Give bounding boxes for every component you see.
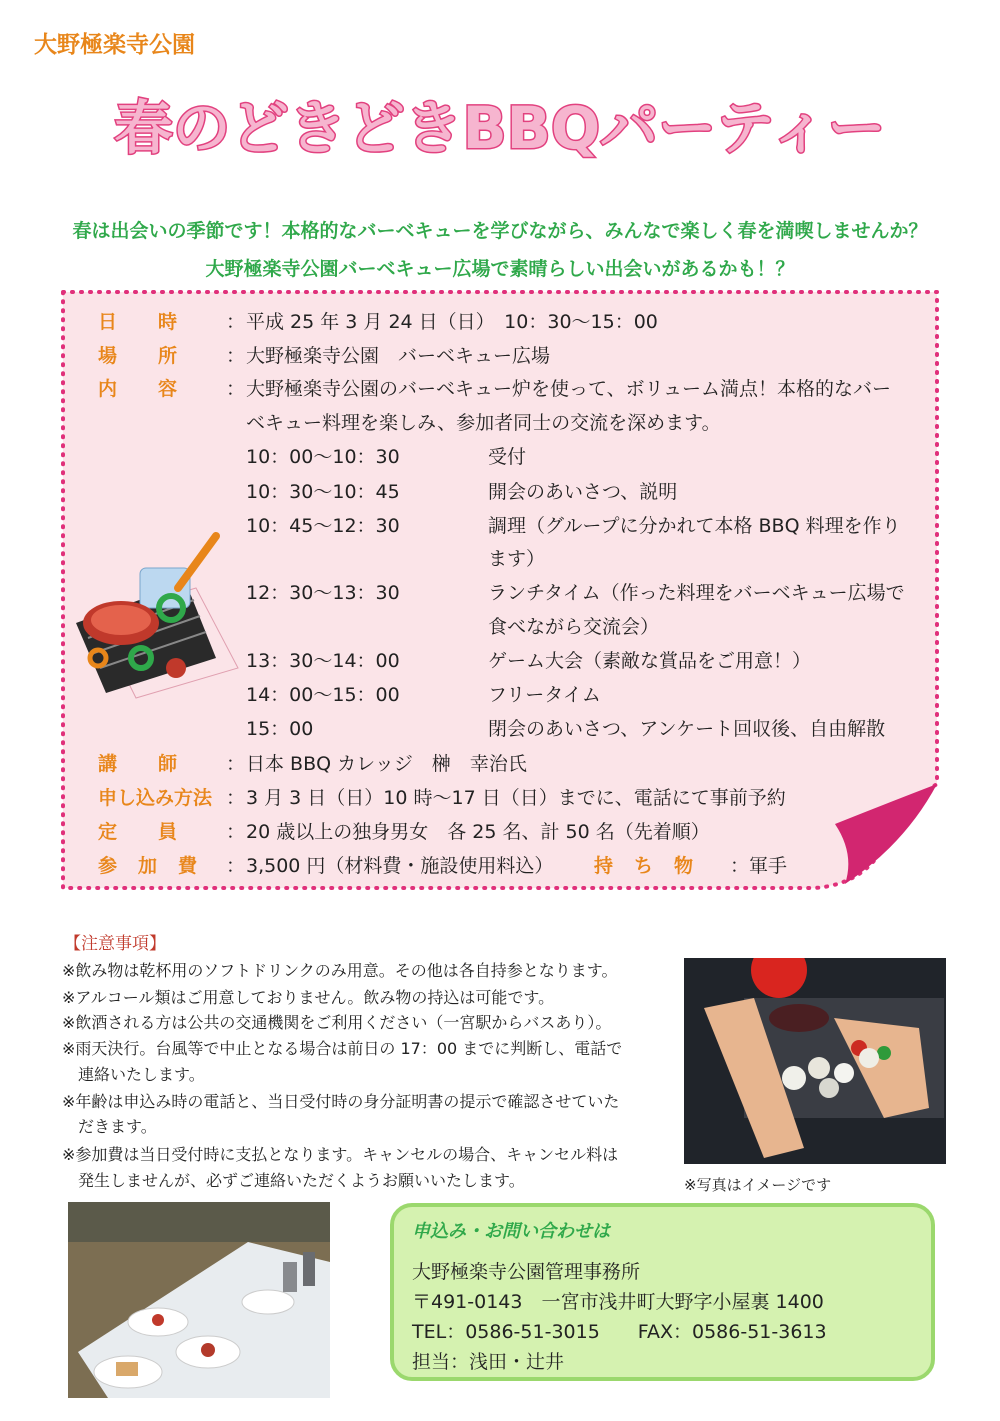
- capacity-label: 定 員: [98, 821, 179, 843]
- party-table-photo: [68, 1202, 330, 1398]
- note-line: だきます。: [62, 1117, 157, 1136]
- schedule-time: 15：00: [246, 718, 314, 740]
- schedule-desc: フリータイム: [488, 684, 601, 706]
- colon: ：: [226, 345, 246, 367]
- note-line: ※飲み物は乾杯用のソフトドリンクのみ用意。その他は各自持参となります。: [62, 961, 618, 980]
- intro-line-1: 春は出会いの季節です！本格的なバーベキューを学びながら、みんなで楽しく春を満喫しませんか？: [72, 220, 928, 242]
- office-address: 〒491-0143 一宮市浅井町大野字小屋裏 1400: [412, 1291, 824, 1313]
- intro-line-2: 大野極楽寺公園バーベキュー広場で素晴らしい出会いがあるかも！？: [205, 258, 795, 280]
- instructor-label: 講 師: [98, 753, 179, 775]
- colon: ：: [226, 787, 246, 809]
- colon: ：: [226, 378, 246, 400]
- fee-value: 3,500 円（材料費・施設使用料込）: [246, 855, 554, 877]
- bring-label: 持 ち 物: [594, 855, 695, 877]
- instructor-value: 日本 BBQ カレッジ 榊 幸治氏: [246, 753, 527, 775]
- schedule-desc: 閉会のあいさつ、アンケート回収後、自由解散: [488, 718, 886, 740]
- content-line-2: ベキュー料理を楽しみ、参加者同士の交流を深めます。: [246, 412, 721, 434]
- office-phone-fax: TEL：0586-51-3015 FAX：0586-51-3613: [412, 1321, 827, 1343]
- datetime-label: 日 時: [98, 311, 179, 333]
- park-name: 大野極楽寺公園: [34, 32, 195, 58]
- note-line: 連絡いたします。: [62, 1065, 205, 1084]
- content-line-1: 大野極楽寺公園のバーベキュー炉を使って、ボリューム満点！本格的なバー: [246, 378, 892, 400]
- colon: ：: [226, 855, 246, 877]
- note-line: ※参加費は当日受付時に支払となります。キャンセルの場合、キャンセル料は: [62, 1145, 619, 1164]
- note-line: ※雨天決行。台風等で中止となる場合は前日の 17：00 までに判断し、電話で: [62, 1039, 623, 1058]
- schedule-desc-cont: ます）: [488, 548, 546, 570]
- schedule-time: 10：30～10：45: [246, 481, 400, 503]
- event-title-text: 春のどきどきBBQパーティー: [114, 94, 886, 162]
- bring-value: ：軍手: [730, 855, 788, 877]
- schedule-desc-cont: 食べながら交流会）: [488, 616, 660, 638]
- schedule-time: 12：30～13：30: [246, 582, 400, 604]
- bbq-grill-photo: [684, 958, 946, 1164]
- colon: ：: [226, 311, 246, 333]
- note-line: ※年齢は申込み時の電話と、当日受付時の身分証明書の提示で確認させていた: [62, 1092, 620, 1111]
- place-label: 場 所: [98, 345, 179, 367]
- office-name: 大野極楽寺公園管理事務所: [412, 1261, 641, 1283]
- content-label: 内 容: [98, 378, 179, 400]
- fee-label: 参 加 費: [98, 855, 199, 877]
- schedule-time: 10：45～12：30: [246, 515, 400, 537]
- schedule-desc: ゲーム大会（素敵な賞品をご用意！）: [488, 650, 812, 672]
- schedule-time: 14：00～15：00: [246, 684, 400, 706]
- schedule-time: 13：30～14：00: [246, 650, 400, 672]
- note-line: ※飲酒される方は公共の交通機関をご利用ください（一宮駅からバスあり）。: [62, 1013, 612, 1032]
- schedule-desc: 調理（グループに分かれて本格 BBQ 料理を作り: [488, 515, 901, 537]
- event-title: [0, 78, 1000, 188]
- contact-box: [390, 1203, 935, 1381]
- bbq-illustration: [66, 528, 242, 706]
- photo-caption: ※写真はイメージです: [684, 1176, 832, 1194]
- office-staff: 担当：浅田・辻井: [412, 1351, 565, 1373]
- apply-method-value: 3 月 3 日（日）10 時～17 日（日）までに、電話にて事前予約: [246, 787, 786, 809]
- schedule-desc: ランチタイム（作った料理をバーベキュー広場で: [488, 582, 905, 604]
- colon: ：: [226, 753, 246, 775]
- apply-method-label: 申し込み方法: [98, 787, 213, 809]
- place-value: 大野極楽寺公園 バーベキュー広場: [246, 345, 551, 367]
- contact-title: 申込み・お問い合わせは: [412, 1221, 610, 1242]
- schedule-desc: 開会のあいさつ、説明: [488, 481, 678, 503]
- datetime-value: 平成 25 年 3 月 24 日（日） 10：30～15：00: [246, 311, 658, 333]
- note-line: ※アルコール類はご用意しておりません。飲み物の持込は可能です。: [62, 988, 555, 1007]
- colon: ：: [226, 821, 246, 843]
- schedule-time: 10：00～10：30: [246, 446, 400, 468]
- note-line: 発生しませんが、必ずご連絡いただくようお願いいたします。: [62, 1171, 525, 1190]
- schedule-desc: 受付: [488, 446, 527, 468]
- capacity-value: 20 歳以上の独身男女 各 25 名、計 50 名（先着順）: [246, 821, 710, 843]
- notes-heading: 【注意事項】: [64, 934, 166, 954]
